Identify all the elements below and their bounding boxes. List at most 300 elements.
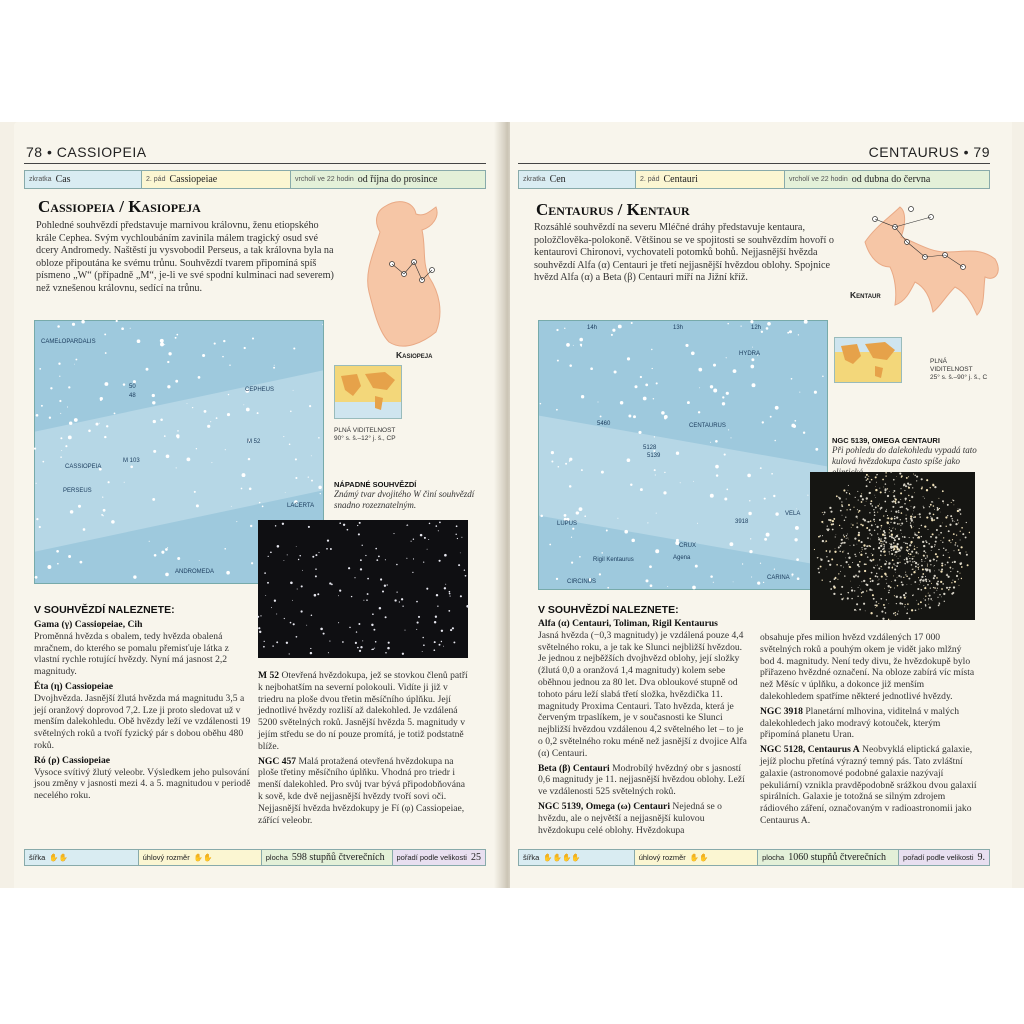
star-dot xyxy=(955,542,956,543)
width-cell xyxy=(25,850,139,865)
star-dot xyxy=(907,603,909,605)
star-dot xyxy=(211,462,212,463)
star-dot xyxy=(903,484,905,486)
star-dot xyxy=(886,563,887,564)
star-dot xyxy=(906,575,908,577)
star-dot xyxy=(825,540,827,542)
star-dot xyxy=(925,558,926,559)
page-title: Centaurus / Kentaur xyxy=(536,200,690,219)
star-dot xyxy=(928,579,929,580)
star-dot xyxy=(926,479,928,481)
star-dot xyxy=(224,548,226,550)
star-dot xyxy=(292,600,293,601)
star-dot xyxy=(949,557,951,559)
object-title: NGC 5128, Centaurus A xyxy=(760,744,860,756)
star-dot xyxy=(871,560,873,562)
star-dot xyxy=(210,421,211,422)
star-dot xyxy=(328,652,329,653)
star-dot xyxy=(869,578,871,580)
star-dot xyxy=(881,538,882,539)
star-dot xyxy=(581,395,584,398)
star-dot xyxy=(244,347,246,349)
star-dot xyxy=(894,516,895,517)
star-dot xyxy=(946,574,948,576)
star-dot xyxy=(895,511,897,513)
star-dot xyxy=(771,473,773,475)
star-dot xyxy=(274,365,275,366)
star-dot xyxy=(384,585,386,587)
star-dot xyxy=(931,546,933,548)
star-dot xyxy=(385,652,387,654)
star-dot xyxy=(893,613,895,615)
star-dot xyxy=(873,509,874,510)
star-dot xyxy=(895,565,896,566)
star-dot xyxy=(938,498,939,499)
star-dot xyxy=(927,555,928,556)
star-dot xyxy=(710,442,711,443)
star-dot xyxy=(557,360,559,362)
star-dot xyxy=(36,518,38,520)
star-dot xyxy=(890,472,891,473)
star-dot xyxy=(176,334,178,336)
star-dot xyxy=(564,328,565,329)
star-dot xyxy=(865,505,866,506)
object-text: Neobvyklá eliptická galaxie, jejíž plochu přetíná výrazný temný pás. Tato zvláštní galaxie (astronomové podobné galaxie nazývají pekuliární) vznikla pravděpodobně srážkou dvou galaxií spirálních. Galaxie je totožná se silným zdrojem rádiového záření, označovaným v radioastronomii jako Centaurus A. xyxy=(760,744,977,826)
star-dot xyxy=(791,378,793,380)
star-dot xyxy=(149,541,150,542)
rank-value: 9. xyxy=(977,852,985,863)
star-dot xyxy=(365,555,366,556)
star-dot xyxy=(667,586,668,587)
star-dot xyxy=(893,492,894,493)
star-dot xyxy=(878,580,879,581)
star-dot xyxy=(875,565,876,566)
star-dot xyxy=(422,637,424,639)
star-dot xyxy=(913,517,915,519)
star-dot xyxy=(223,340,225,342)
star-dot xyxy=(830,511,832,513)
star-dot xyxy=(895,528,896,529)
star-dot xyxy=(871,572,873,574)
star-dot xyxy=(846,499,847,500)
star-dot xyxy=(866,501,867,502)
star-dot xyxy=(881,545,882,546)
object-entry xyxy=(760,706,978,741)
star-dot xyxy=(891,550,892,551)
star-dot xyxy=(872,555,873,556)
star-dot xyxy=(323,633,325,635)
star-dot xyxy=(941,596,942,597)
star-dot xyxy=(902,584,904,586)
star-dot xyxy=(627,357,630,360)
map-label-cassiopeia: CASSIOPEIA xyxy=(65,464,102,470)
star-dot xyxy=(318,552,319,553)
star-dot xyxy=(935,536,937,538)
culmination-cell xyxy=(291,171,485,188)
object-text: Dvojhvězda. Jasnější žlutá hvězda má magnitudu 3,5 a její oranžový doprovod 7,2. Lze ji proto sledovat už v menším dalekohledu. Obě hvězdy leží ve vzdálenosti 19 světelných roků a tvoří fyzický pár s dobou oběhu 480 roků. xyxy=(34,692,251,751)
star-dot xyxy=(870,612,872,614)
star-dot xyxy=(902,536,903,537)
star-dot xyxy=(883,544,884,545)
star-dot xyxy=(167,547,168,548)
star-dot xyxy=(920,589,922,591)
star-dot xyxy=(875,489,877,491)
star-dot xyxy=(841,501,842,502)
star-dot xyxy=(941,588,943,590)
star-dot xyxy=(918,553,919,554)
star-dot xyxy=(912,519,913,520)
star-dot xyxy=(242,473,246,477)
star-dot xyxy=(884,555,885,556)
star-dot xyxy=(612,329,615,332)
star-dot xyxy=(889,535,891,537)
star-dot xyxy=(954,521,955,522)
star-dot xyxy=(913,506,915,508)
object-entry xyxy=(538,618,748,760)
star-dot xyxy=(367,593,369,595)
star-dot xyxy=(710,385,713,388)
star-dot xyxy=(50,387,52,389)
star-dot xyxy=(928,529,929,530)
object-column-1 xyxy=(34,619,252,805)
right-page xyxy=(510,122,1012,888)
star-dot xyxy=(961,566,963,568)
star-dot xyxy=(861,547,862,548)
star-dot xyxy=(923,555,924,556)
star-dot xyxy=(909,537,910,538)
star-dot xyxy=(339,590,341,592)
star-dot xyxy=(889,549,890,550)
map-label-3918: 3918 xyxy=(735,519,749,525)
star-dot xyxy=(888,562,890,564)
star-dot xyxy=(859,561,861,563)
star-map xyxy=(538,320,828,590)
star-dot xyxy=(822,376,824,378)
star-dot xyxy=(396,564,398,566)
star-dot xyxy=(858,570,860,572)
star-dot xyxy=(401,598,403,600)
star-dot xyxy=(829,581,831,583)
star-dot xyxy=(773,495,775,497)
star-dot xyxy=(893,490,895,492)
star-dot xyxy=(943,537,944,538)
star-dot xyxy=(953,533,955,535)
star-dot xyxy=(243,404,244,405)
map-label-agena: Agena xyxy=(673,555,691,561)
star-dot xyxy=(921,561,922,562)
star-dot xyxy=(766,327,769,330)
star-dot xyxy=(606,530,608,532)
star-dot xyxy=(916,476,918,478)
star-dot xyxy=(890,543,892,545)
star-dot xyxy=(614,370,617,373)
star-dot xyxy=(889,491,890,492)
star-dot xyxy=(858,566,860,568)
star-dot xyxy=(931,550,932,551)
star-dot xyxy=(925,596,926,597)
star-dot xyxy=(882,618,884,620)
star-dot xyxy=(924,525,926,527)
star-dot xyxy=(829,564,831,566)
star-dot xyxy=(887,515,888,516)
object-entry xyxy=(258,756,472,827)
star-dot xyxy=(308,526,310,528)
star-dot xyxy=(913,556,914,557)
star-dot xyxy=(652,368,653,369)
map-label-andromeda: ANDROMEDA xyxy=(175,569,215,575)
star-dot xyxy=(804,320,808,324)
star-dot xyxy=(274,600,276,602)
star-dot xyxy=(449,593,451,595)
star-dot xyxy=(900,519,901,520)
star-dot xyxy=(856,603,858,605)
star-dot xyxy=(258,627,260,629)
star-dot xyxy=(663,491,666,494)
star-dot xyxy=(890,518,892,520)
star-dot xyxy=(366,599,368,601)
star-dot xyxy=(429,523,431,525)
star-dot xyxy=(886,599,887,600)
star-dot xyxy=(358,533,360,535)
star-dot xyxy=(926,489,928,491)
star-dot xyxy=(905,572,906,573)
star-dot xyxy=(104,333,106,335)
star-dot xyxy=(108,481,110,483)
star-dot xyxy=(376,559,378,561)
star-dot xyxy=(890,546,892,548)
star-dot xyxy=(81,320,85,324)
star-dot xyxy=(960,562,962,564)
star-dot xyxy=(751,576,752,577)
star-dot xyxy=(844,575,845,576)
star-dot xyxy=(911,527,912,528)
star-dot xyxy=(450,629,452,631)
star-dot xyxy=(130,465,133,468)
object-column-2 xyxy=(760,632,978,830)
star-dot xyxy=(875,607,876,608)
star-dot xyxy=(866,548,867,549)
star-dot xyxy=(893,548,895,550)
star-dot xyxy=(904,563,905,564)
star-dot xyxy=(68,555,71,558)
star-dot xyxy=(439,522,441,524)
star-dot xyxy=(347,529,349,531)
star-dot xyxy=(722,402,725,405)
star-dot xyxy=(461,537,462,538)
star-dot xyxy=(851,587,852,588)
star-dot xyxy=(449,591,451,593)
star-dot xyxy=(260,615,261,616)
star-dot xyxy=(912,569,913,570)
star-dot xyxy=(423,562,424,563)
star-dot xyxy=(887,495,889,497)
star-dot xyxy=(832,529,834,531)
star-dot xyxy=(914,492,915,493)
star-dot xyxy=(57,325,60,328)
star-dot xyxy=(906,485,907,486)
star-dot xyxy=(264,641,265,642)
hand-icon: ✋✋✋✋ xyxy=(543,853,581,862)
star-dot xyxy=(275,525,276,526)
star-dot xyxy=(599,573,601,575)
star-dot xyxy=(926,581,928,583)
star-dot xyxy=(435,616,437,618)
map-label-ra12: 12h xyxy=(751,325,762,331)
star-dot xyxy=(164,344,165,345)
star-dot xyxy=(921,525,923,527)
star-dot xyxy=(417,622,419,624)
star-dot xyxy=(436,525,438,527)
star-dot xyxy=(889,543,890,544)
map-label-ra13: 13h xyxy=(673,325,684,331)
star-dot xyxy=(270,551,272,553)
star-dot xyxy=(842,515,843,516)
star-dot xyxy=(952,568,953,569)
star-dot xyxy=(581,345,582,346)
star-dot xyxy=(927,564,928,565)
star-dot xyxy=(885,560,886,561)
star-dot xyxy=(910,484,912,486)
star-dot xyxy=(893,522,895,524)
star-dot xyxy=(290,582,293,585)
area-label: plocha xyxy=(265,853,288,862)
star-dot xyxy=(687,401,690,404)
area-cell xyxy=(262,850,393,865)
star-dot xyxy=(60,437,62,439)
star-dot xyxy=(358,623,360,625)
star-dot xyxy=(664,472,665,473)
star-dot xyxy=(900,556,901,557)
star-dot xyxy=(763,582,764,583)
star-dot xyxy=(766,533,770,537)
star-dot xyxy=(911,506,912,507)
star-dot xyxy=(941,564,943,566)
star-dot xyxy=(101,514,103,516)
star-dot xyxy=(685,344,688,347)
star-dot xyxy=(187,403,188,404)
star-dot xyxy=(940,570,942,572)
star-dot xyxy=(866,479,867,480)
star-dot xyxy=(862,549,863,550)
star-dot xyxy=(862,591,864,593)
star-dot xyxy=(930,487,931,488)
star-dot xyxy=(310,648,311,649)
star-dot xyxy=(879,519,881,521)
star-dot xyxy=(895,614,896,615)
star-dot xyxy=(160,419,163,422)
star-dot xyxy=(861,596,862,597)
star-dot xyxy=(286,642,288,644)
star-dot xyxy=(39,526,41,528)
star-dot xyxy=(947,576,949,578)
abbrev-cell xyxy=(25,171,142,188)
star-dot xyxy=(904,490,905,491)
star-dot xyxy=(904,536,906,538)
star-dot xyxy=(926,570,928,572)
hand-icon: ✋✋ xyxy=(49,853,68,862)
visibility-caption: PLNÁ VIDITELNOST 25° s. š.–90° j. š., C xyxy=(930,358,988,381)
star-dot xyxy=(905,542,907,544)
star-dot xyxy=(936,582,938,584)
star-dot xyxy=(798,334,799,335)
star-dot xyxy=(947,561,949,563)
star-dot xyxy=(947,504,949,506)
star-dot xyxy=(803,431,805,433)
star-dot xyxy=(884,537,886,539)
star-dot xyxy=(843,489,845,491)
star-dot xyxy=(167,361,169,363)
star-dot xyxy=(360,646,362,648)
star-dot xyxy=(375,548,377,550)
star-dot xyxy=(921,486,922,487)
star-dot xyxy=(814,391,817,394)
star-dot xyxy=(207,425,210,428)
star-dot xyxy=(75,359,77,361)
star-dot xyxy=(838,573,839,574)
star-dot xyxy=(896,603,897,604)
star-dot xyxy=(918,569,919,570)
star-dot xyxy=(967,564,969,566)
star-dot xyxy=(898,510,899,511)
star-dot xyxy=(428,539,429,540)
star-dot xyxy=(838,547,840,549)
star-dot xyxy=(868,476,869,477)
open-book xyxy=(0,122,1024,888)
star-dot xyxy=(849,493,850,494)
star-dot xyxy=(937,597,938,598)
star-dot xyxy=(900,506,902,508)
star-dot xyxy=(916,534,918,536)
star-dot xyxy=(556,578,558,580)
star-dot xyxy=(929,569,931,571)
star-dot xyxy=(911,526,912,527)
star-dot xyxy=(885,475,886,476)
star-dot xyxy=(460,595,462,597)
star-dot xyxy=(103,509,106,512)
star-dot xyxy=(875,486,876,487)
figure-label: Kentaur xyxy=(850,290,881,300)
star-dot xyxy=(823,523,824,524)
star-dot xyxy=(762,421,764,423)
star-dot xyxy=(104,382,108,386)
object-entry xyxy=(538,763,748,798)
star-dot xyxy=(852,524,854,526)
object-entry xyxy=(34,755,252,802)
star-dot xyxy=(878,568,880,570)
star-dot xyxy=(956,534,957,535)
star-dot xyxy=(928,600,929,601)
object-text: obsahuje přes milion hvězd vzdálených 17 000 světelných roků a pouhým okem je vidět jako mlžný bod 4. magnitudy. Není tedy divu, že hvězdokupě bylo přiřazeno hvězdné označení. Na obloze zabírá víc místa než Měsíc v úplňku, a dokonce již menším dalekohledem spatříme některé jednotlivé hvězdy. xyxy=(760,632,975,702)
star-dot xyxy=(917,564,919,566)
star-dot xyxy=(617,518,618,519)
star-dot xyxy=(885,579,886,580)
star-dot xyxy=(906,520,907,521)
star-dot xyxy=(912,558,914,560)
star-dot xyxy=(402,606,403,607)
photo-caption-text: Známý tvar dvojitého W činí souhvězdí snadno rozeznatelným. xyxy=(334,489,475,510)
star-dot xyxy=(850,545,851,546)
genitive-label: 2. pád xyxy=(640,176,660,183)
star-dot xyxy=(874,514,876,516)
star-dot xyxy=(965,551,966,552)
star-dot xyxy=(866,545,868,547)
star-dot xyxy=(945,516,947,518)
star-dot xyxy=(959,512,960,513)
star-dot xyxy=(935,541,937,543)
map-label-m52: M 52 xyxy=(247,439,261,445)
star-dot xyxy=(913,571,915,573)
star-dot xyxy=(891,511,892,512)
